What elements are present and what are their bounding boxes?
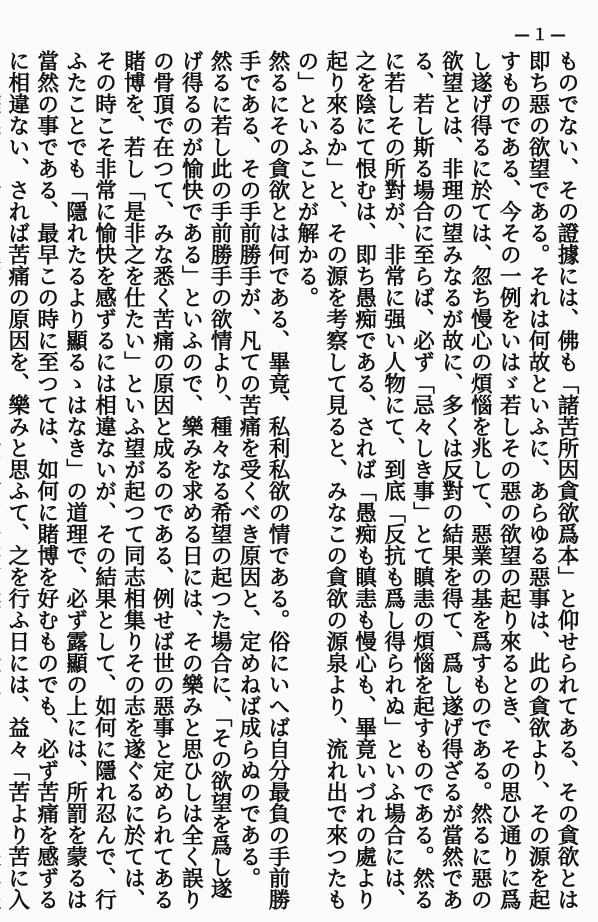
paragraph-1: ものでない、その證據には、佛も「諸苦所因貪欲爲本」と仰せられてある、その貪欲とは即ち惡の欲望である。それは何故といふに、あらゆる惡事は、此の貪欲より、その源を起すものである、今その一例をいはゞ若しその惡の欲望の起り來るとき、その思ひ通りに爲し遂げ得るに於ては、忽ち慢心の煩惱を兆して、惡業の基を爲すものである。然るに惡の欲望とは、非理の望みなるが故に、多くは反對の結果を得て、爲し遂げ得ざるが當然である、若し斯る場合に至らば、必ず「忌々しき事」とて瞋恚の煩惱を起すものである。然るに若しその所對が、非常に强い人物にて、到底「反抗も爲し得られぬ」といふ場合には、之を陰にて恨むは、即ち愚痴である、されば「愚痴も瞋恚も慢心も、畢竟いづれの處より起り來るか」と、その源を考察して見ると、みなこの貪欲の源泉より、流れ出で來つたもの」といふことが解かる。 [293,50,579,910]
paragraph-2: 然るにその貪欲とは何である、畢竟、私利私欲の情である。俗にいへば自分最負の手前勝手である、その手前勝手が、凡ての苦痛を受くべき原因と、定めねば成らぬのである。 [236,50,290,910]
page-number: —１— [513,25,568,44]
paragraph-3: 然るに若し此の手前勝手の欲情より、種々なる希望の起つた場合に、「その欲望を爲し遂げ得るのが愉快である」といふので、樂みを求める日には、その樂みと思ひしは全く誤りの骨頂で在つて、みな悉く苦痛の原因と成るのである、例せば世の惡事と定められてある賭博を、若し「是非之を仕たい」といふ望が起つて同志相集りその志を遂ぐるに於ては、その時こそ非常に愉快を感ずるには相違ないが、その結果として、如何に隱れ忍んで、行ふたことでも「隱れたるより顯るゝはなき」の道理で、必ず露顯の上には、所罰を蒙るは當然の事である、最早この時に至つては、如何に賭博を好むものでも、必ず苦痛を感ずるに相違ない、されば苦痛の原因を、樂みと思ふて、之を行ふ日には、益々「苦より苦に入 [4,50,233,910]
vertical-text-body [4,50,580,912]
